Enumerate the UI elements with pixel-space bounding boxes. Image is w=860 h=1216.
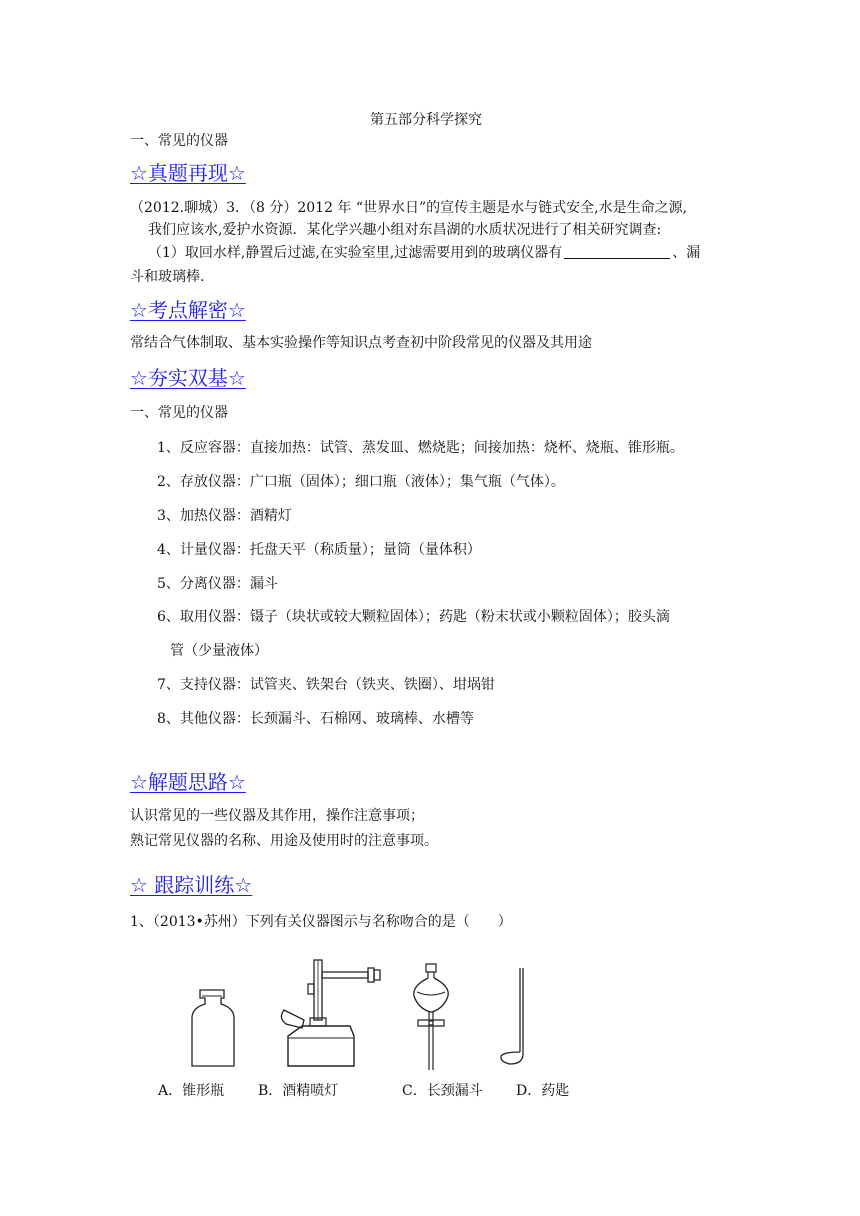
section-title-real-exam: ☆真题再现☆ — [130, 161, 246, 185]
heading-common-instruments-2: 一、常见的仪器 — [130, 405, 228, 421]
document-title: 第五部分科学探究 — [370, 112, 482, 128]
section-title-solving-ideas: ☆解题思路☆ — [130, 770, 246, 794]
section-title-key-points: ☆考点解密☆ — [130, 298, 246, 322]
list-item: 5、分离仪器：漏斗 — [157, 576, 278, 592]
heading-common-instruments: 一、常见的仪器 — [130, 133, 228, 149]
section-title-basics: ☆夯实双基☆ — [130, 366, 246, 390]
list-item-continuation: 管（少量液体） — [170, 643, 268, 659]
list-item: 2、存放仪器：广口瓶（固体）；细口瓶（液体）；集气瓶（气体）。 — [157, 474, 565, 490]
option-d: D．药匙 — [516, 1083, 570, 1099]
question-line-2: 我们应该水,爱护水资源．某化学兴趣小组对东昌湖的水质状况进行了相关研究调查: — [148, 222, 662, 238]
solving-ideas-line-1: 认识常见的一些仪器及其作用，操作注意事项； — [130, 808, 424, 824]
key-points-text: 常结合气体制取、基本实验操作等知识点考查初中阶段常见的仪器及其用途 — [130, 335, 592, 351]
option-c: C．长颈漏斗 — [402, 1083, 483, 1099]
list-item: 4、计量仪器：托盘天平（称质量）；量筒（量体积） — [157, 542, 481, 558]
list-item: 6、取用仪器：镊子（块状或较大颗粒固体）；药匙（粉末状或小颗粒固体）；胶头滴 — [157, 609, 670, 625]
option-a: A．锥形瓶 — [158, 1083, 225, 1099]
answer-blank — [564, 244, 670, 259]
instrument-figure-bottle — [188, 988, 238, 1068]
instrument-figure-spoon — [496, 966, 536, 1068]
section-title-follow-up-training: ☆ 跟踪训练☆ — [130, 873, 253, 897]
list-item: 3、加热仪器：酒精灯 — [157, 508, 292, 524]
exercise-1-question: 1、（2013•苏州）下列有关仪器图示与名称吻合的是（ ） — [130, 914, 512, 930]
list-item: 8、其他仪器：长颈漏斗、石棉网、玻璃棒、水槽等 — [157, 711, 474, 727]
solving-ideas-line-2: 熟记常见仪器的名称、用途及使用时的注意事项。 — [130, 833, 438, 849]
instrument-figure-funnel — [408, 962, 456, 1072]
option-b: B．酒精喷灯 — [258, 1083, 339, 1099]
question-text-tail: 、漏 — [672, 245, 701, 261]
instrument-figure-alcohol-burner — [274, 958, 386, 1070]
question-line-4: 斗和玻璃棒. — [130, 269, 205, 285]
list-item: 7、支持仪器：试管夹、铁架台（铁夹、铁圈）、坩埚钳 — [157, 677, 495, 693]
question-line-1: （2012.聊城）3．（8 分）2012 年 “世界水日”的宣传主题是水与链式安全,水是生命之源, — [130, 200, 688, 216]
question-text: （1）取回水样,静置后过滤,在实验室里,过滤需要用到的玻璃仪器有 — [148, 245, 563, 261]
question-line-3 — [148, 243, 700, 263]
list-item: 1、反应容器：直接加热：试管、蒸发皿、燃烧匙；间接加热：烧杯、烧瓶、锥形瓶。 — [157, 440, 684, 456]
